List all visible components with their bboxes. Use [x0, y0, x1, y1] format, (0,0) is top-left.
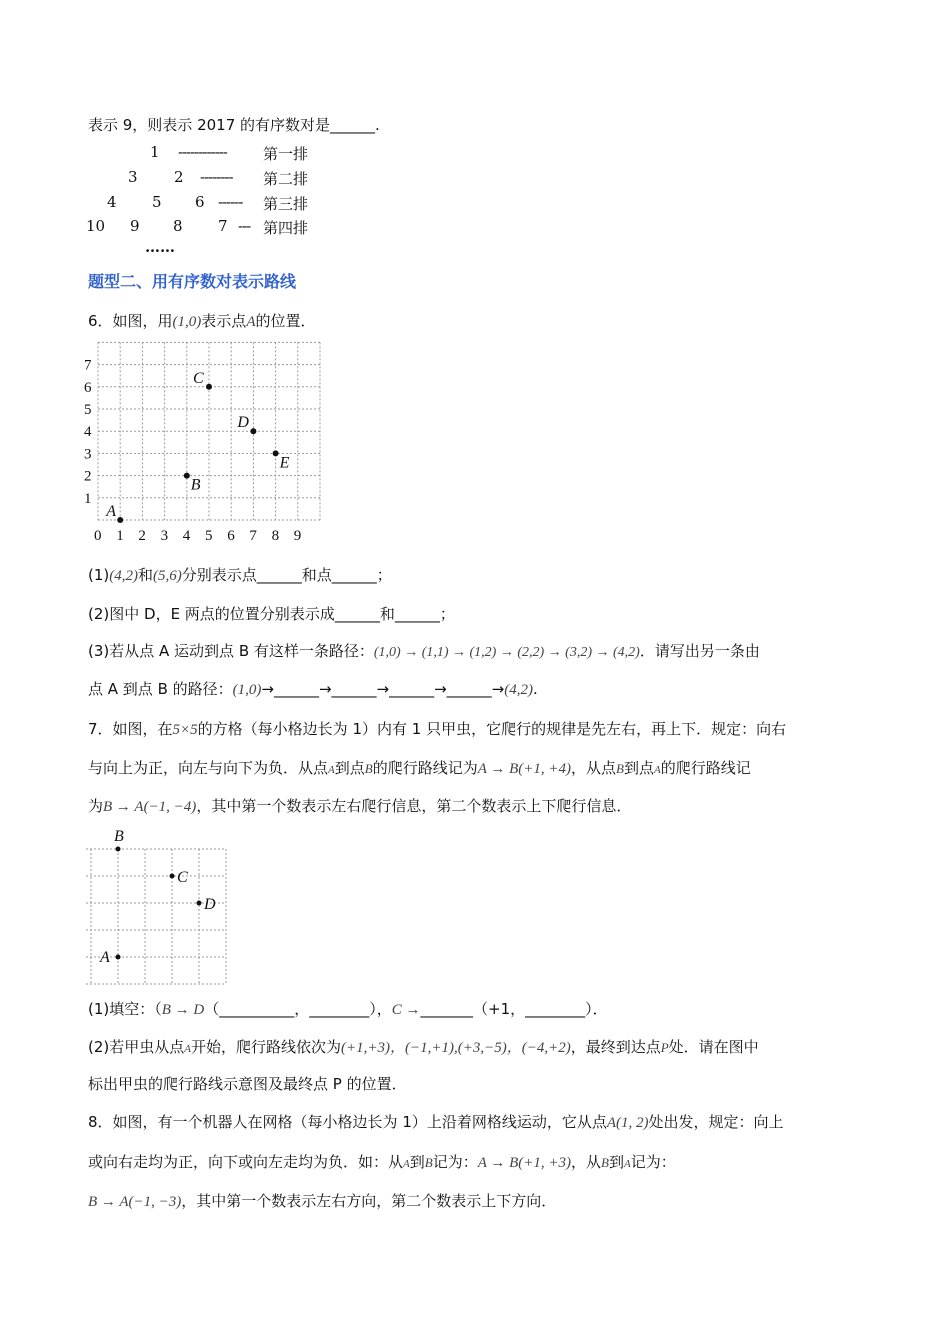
x-tick-label: 7	[249, 528, 257, 544]
q6-intro-text: 6．如图，用	[88, 312, 173, 330]
q7-text: 与向上为正，向左与向下为负．从点	[88, 759, 329, 777]
point-label: C	[177, 869, 188, 886]
x-tick-label: 4	[182, 528, 191, 544]
section-heading: 题型二、用有序数对表示路线	[88, 272, 297, 291]
x-tick-label: 1	[116, 528, 124, 544]
answer-blanks: →______→______→______→______→	[261, 680, 505, 698]
q6-intro-text: 表示点	[201, 312, 247, 330]
q6-part-text: (3)若从点 A 运动到点 B 有这样一条路径：	[88, 642, 374, 660]
x-tick-label: 0	[94, 528, 102, 544]
tri-num: 5	[152, 193, 162, 211]
point-label: B	[601, 1155, 609, 1170]
x-tick-label: 8	[271, 528, 280, 544]
tri-row-label: 第四排	[263, 219, 309, 237]
route-expression: (+1,+3)，(−1,+1),(+3,−5)，(−4,+2)	[341, 1040, 571, 1056]
point-label: B	[424, 1155, 433, 1170]
q8-line2	[88, 1151, 676, 1175]
tri-dashes: ------------	[178, 143, 227, 161]
tri-row-label: 第三排	[263, 195, 309, 213]
q6-part2: (2)图中 D，E 两点的位置分别表示成______和______；	[88, 605, 455, 623]
point-label: A	[184, 1043, 191, 1055]
point-label: A	[100, 949, 110, 966]
x-tick-label: 6	[227, 528, 235, 544]
tri-num: 9	[130, 217, 140, 235]
ordered-pair: (4,2)	[504, 682, 533, 698]
q7-line3	[88, 795, 631, 818]
point-label: B	[616, 761, 624, 776]
q7-text: 到点	[334, 759, 365, 777]
tri-num: 8	[173, 217, 183, 235]
tri-dashes: ---	[238, 217, 251, 235]
y-tick-label: 3	[84, 446, 92, 463]
point-expression: A(1, 2)	[606, 1115, 649, 1131]
q7-grid	[80, 826, 250, 988]
q6-coordinate-grid	[80, 338, 340, 550]
tri-num: 3	[128, 168, 138, 186]
q6-part-text: .	[532, 680, 538, 698]
y-tick-label: 2	[84, 468, 92, 485]
y-tick-label: 6	[84, 379, 92, 396]
point-b-dot	[184, 473, 190, 479]
q8-text: 记为：	[432, 1153, 478, 1171]
point-label: B	[190, 476, 201, 494]
q7-text: 7．如图，在	[88, 720, 173, 738]
q7-text: (1)填空：（	[88, 1000, 162, 1018]
q7-line2	[88, 757, 751, 781]
q7-text: ，最终到达点	[570, 1038, 661, 1056]
q8-text: 8．如图，有一个机器人在网格（每小格边长为 1）上沿着网格线运动，它从点	[88, 1113, 607, 1131]
ordered-pair: (5,6)	[153, 568, 182, 584]
y-tick-label: 7	[84, 357, 92, 374]
point-e-dot	[273, 450, 279, 456]
q6-part3	[88, 640, 760, 664]
grid-size: 5×5	[172, 722, 198, 738]
route-expression: B → A(−1, −3)	[88, 1194, 182, 1210]
tri-dashes: --------	[200, 168, 233, 186]
tri-num: 4	[107, 193, 117, 211]
tri-num: 2	[174, 168, 184, 186]
q6-part-text: 分别表示点______和点______；	[181, 566, 392, 584]
q7-part2	[88, 1036, 759, 1060]
q8-text: 到	[609, 1153, 625, 1171]
q8-text: ，其中第一个数表示左右方向，第二个数表示上下方向．	[181, 1192, 557, 1210]
route-expression: A → B(+1, +4)	[477, 761, 572, 777]
q7-text: 的爬行路线记	[660, 759, 751, 777]
q7-text: 处．请在图中	[668, 1038, 759, 1056]
point-label: E	[279, 454, 290, 472]
ordered-pair: (4,2)	[109, 568, 138, 584]
x-tick-label: 5	[205, 528, 213, 544]
point-label: A	[328, 764, 335, 776]
point-a-dot	[116, 955, 121, 960]
point-d-dot	[250, 428, 256, 434]
q7-text: 到点	[624, 759, 655, 777]
point-c-dot	[206, 384, 212, 390]
point-label: D	[204, 896, 216, 913]
point-label: C	[193, 369, 204, 387]
q7-text: (2)若甲虫从点	[88, 1038, 185, 1056]
tri-num: 10	[86, 217, 106, 235]
point-label: D	[237, 414, 249, 432]
q7-text: （__________，________），	[204, 1000, 392, 1018]
tri-ellipsis: ……	[145, 238, 175, 256]
q7-text: 的方格（每小格边长为 1）内有 1 只甲虫，它爬行的规律是先左右，再上下．规定：向右	[197, 720, 787, 738]
tri-num: 6	[195, 193, 205, 211]
tri-row-label: 第二排	[263, 170, 309, 188]
q6-part3-line2	[88, 678, 538, 701]
x-tick-label: 3	[160, 528, 169, 544]
q7-part2-line2: 标出甲虫的爬行路线示意图及最终点 P 的位置．	[88, 1075, 407, 1093]
tri-num: 1	[150, 143, 160, 161]
q7-part1	[88, 998, 608, 1021]
q8-text: 到	[409, 1153, 425, 1171]
point-label: B	[114, 828, 124, 845]
point-label: P	[660, 1040, 669, 1055]
q6-part-text: (1)	[88, 566, 110, 584]
point-label: A	[106, 503, 116, 520]
point-label: B	[364, 761, 373, 776]
y-tick-label: 5	[84, 402, 92, 418]
q7-text: ，从点	[571, 759, 617, 777]
y-tick-label: 4	[84, 424, 92, 441]
route-expression: A → B(+1, +3)	[477, 1155, 572, 1171]
q8-text: 处出发，规定：向上	[648, 1113, 784, 1131]
tri-row-label: 第一排	[263, 145, 309, 163]
point-c-dot	[170, 874, 175, 879]
ordered-pair: (1,0)	[172, 314, 202, 330]
q6-part-text: ．请写出另一条由	[639, 642, 760, 660]
q6-intro-text: 的位置．	[255, 312, 316, 330]
point-d-dot	[197, 901, 202, 906]
path-expression: (1,0) → (1,1) → (1,2) → (2,2) → (3,2) → (4,2)	[373, 645, 640, 660]
tri-num: 7	[218, 217, 228, 235]
point-b-dot	[116, 847, 121, 852]
q8-line1	[88, 1111, 784, 1134]
q8-text: 记为：	[630, 1153, 676, 1171]
q6-part-text: 和	[138, 566, 154, 584]
route-expression: B → A(−1, −4)	[103, 799, 197, 815]
tri-dashes: ------	[218, 193, 243, 211]
q8-text: 或向右走均为正，向下或向左走均为负．如：从	[88, 1153, 404, 1171]
q6-part1	[88, 564, 392, 587]
point-label: A	[403, 1158, 410, 1170]
q7-text: _______（+1，________）．	[420, 1000, 608, 1018]
q6-intro	[88, 310, 316, 333]
q6-part-text: 点 A 到点 B 的路径：	[88, 680, 233, 698]
route-expression: B → D	[161, 1002, 205, 1018]
route-expression: C →	[391, 1002, 421, 1018]
q7-text: ，其中第一个数表示左右爬行信息，第二个数表示上下爬行信息．	[196, 797, 632, 815]
q7-text: 的爬行路线记为	[372, 759, 478, 777]
point-label: A	[246, 314, 256, 330]
x-tick-label: 2	[138, 528, 146, 544]
q8-text: ，从	[571, 1153, 602, 1171]
y-tick-label: 1	[84, 490, 92, 507]
q5-line: 表示 9，则表示 2017 的有序数对是______.	[88, 116, 380, 134]
point-label: A	[654, 764, 661, 776]
point-a-dot	[117, 517, 123, 523]
q8-line3	[88, 1190, 556, 1213]
q7-line1	[88, 718, 786, 741]
x-tick-label: 9	[293, 528, 302, 544]
point-label: A	[624, 1158, 631, 1170]
ordered-pair: (1,0)	[232, 682, 262, 698]
q7-text: 为	[88, 797, 104, 815]
q7-text: 开始，爬行路线依次为	[190, 1038, 341, 1056]
